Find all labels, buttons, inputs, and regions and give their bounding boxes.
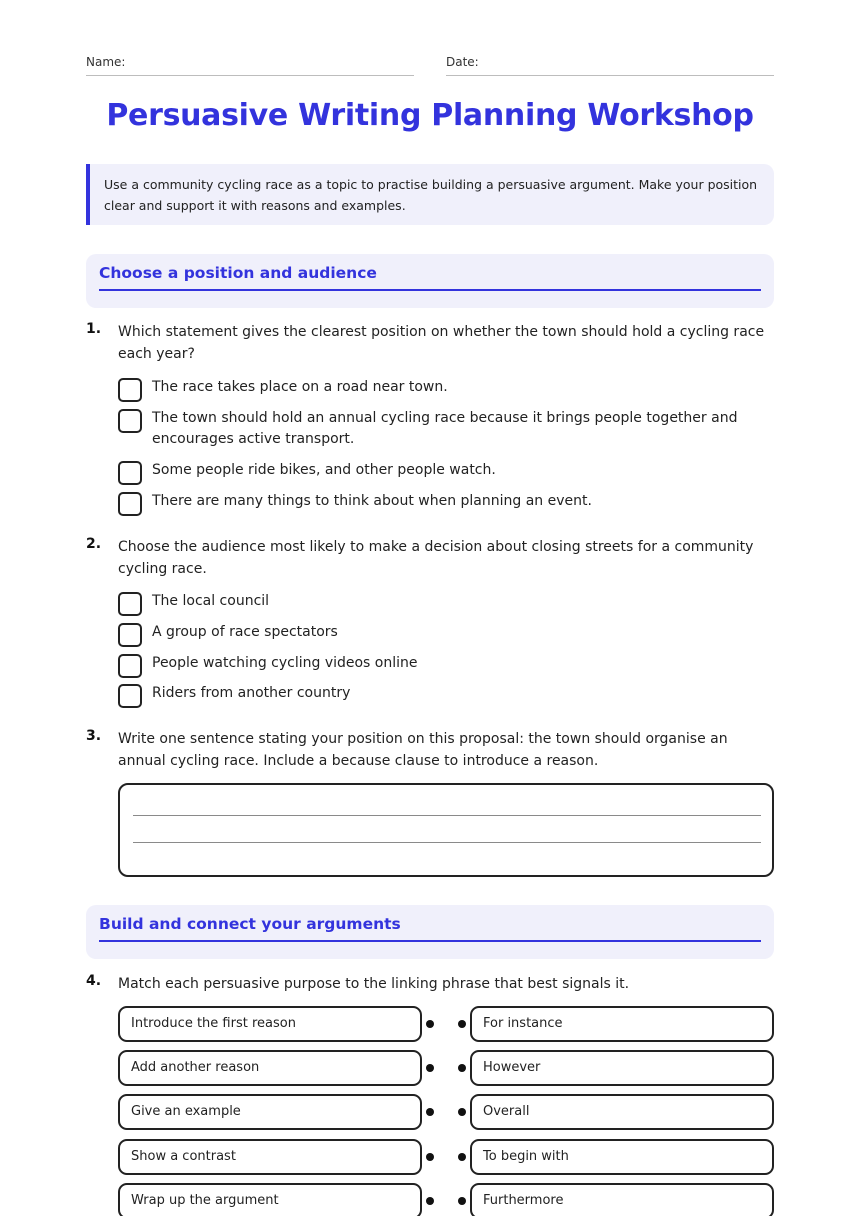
date-field[interactable] [446,54,774,76]
match-dot-right[interactable] [458,1020,466,1028]
question-number: 1. [86,321,102,337]
option-text: There are many things to think about when planning an event. [152,493,592,509]
question-number: 2. [86,536,102,552]
checkbox[interactable] [118,592,142,616]
intro-callout: Use a community cycling race as a topic to practise building a persuasive argument. Make your position clear and support it with reasons and examples. [86,164,774,225]
match-left-5[interactable]: Wrap up the argument [118,1183,422,1216]
checkbox[interactable] [118,378,142,402]
section-header-arguments [86,905,774,959]
option-text: A group of race spectators [152,624,338,640]
match-left-3[interactable]: Give an example [118,1094,422,1130]
checkbox[interactable] [118,409,142,433]
date-label: Date: [446,55,479,69]
question-prompt: Which statement gives the clearest position on whether the town should hold a cycling race each year? [118,324,765,362]
question-number: 4. [86,973,102,989]
student-info-row [86,54,774,76]
match-left-4[interactable]: Show a contrast [118,1139,422,1175]
match-left-2[interactable]: Add another reason [118,1050,422,1086]
option-text: The race takes place on a road near town. [152,379,448,395]
match-dot-left[interactable] [426,1020,434,1028]
match-right-3[interactable]: Overall [470,1094,774,1130]
section-title: Choose a position and audience [99,264,761,291]
option-text: Riders from another country [152,685,351,701]
match-left-1[interactable]: Introduce the first reason [118,1006,422,1042]
match-dot-left[interactable] [426,1108,434,1116]
match-right-2[interactable]: However [470,1050,774,1086]
option-text: The local council [152,593,270,609]
match-right-4[interactable]: To begin with [470,1139,774,1175]
match-dot-left[interactable] [426,1197,434,1205]
match-dot-right[interactable] [458,1064,466,1072]
question-prompt: Match each persuasive purpose to the linking phrase that best signals it. [118,976,630,992]
checkbox[interactable] [118,623,142,647]
match-dot-right[interactable] [458,1108,466,1116]
checkbox[interactable] [118,654,142,678]
match-dot-left[interactable] [426,1153,434,1161]
question-prompt: Write one sentence stating your position on this proposal: the town should organise an annual cycling race. Include a because clause to introduce a reason. [118,731,728,769]
option-text: People watching cycling videos online [152,655,418,671]
match-dot-right[interactable] [458,1197,466,1205]
section-title: Build and connect your arguments [99,915,761,942]
option-text: The town should hold an annual cycling race because it brings people together and encourages active transport. [152,410,738,447]
page-title: Persuasive Writing Planning Workshop [106,98,754,133]
match-dot-right[interactable] [458,1153,466,1161]
question-prompt: Choose the audience most likely to make a decision about closing streets for a community cycling race. [118,539,754,577]
name-label: Name: [86,55,126,69]
writing-line [133,815,761,816]
match-right-1[interactable]: For instance [470,1006,774,1042]
checkbox[interactable] [118,492,142,516]
question-number: 3. [86,728,102,744]
answer-box[interactable] [118,783,774,877]
checkbox[interactable] [118,684,142,708]
name-field[interactable] [86,54,414,76]
match-right-5[interactable]: Furthermore [470,1183,774,1216]
option-text: Some people ride bikes, and other people watch. [152,462,496,478]
match-dot-left[interactable] [426,1064,434,1072]
section-header-position [86,254,774,308]
writing-line [133,842,761,843]
checkbox[interactable] [118,461,142,485]
